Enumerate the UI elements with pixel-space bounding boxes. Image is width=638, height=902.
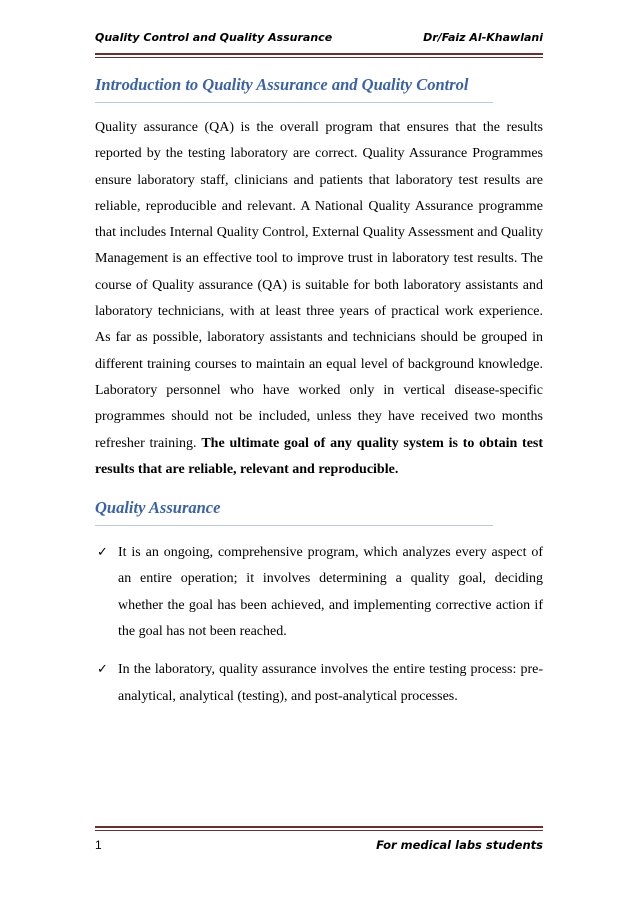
header-rule-thin: [95, 57, 543, 58]
footer-rule-thin: [95, 830, 543, 831]
list-item-text: In the laboratory, quality assurance involves the entire testing process: pre-analytical, analytical (testing), and post-analytical processes.: [118, 662, 543, 704]
footer-rule-thick: [95, 826, 543, 828]
list-item-text: It is an ongoing, comprehensive program, which analyzes every aspect of an entire operation; it involves determining a quality goal, deciding whether the goal has been achieved, and implementing corrective action if the goal has not been reached.: [118, 545, 543, 640]
bullet-list: [95, 540, 543, 710]
section-title-quality-assurance: Quality Assurance: [95, 497, 493, 526]
list-item: [95, 540, 543, 645]
header-author: Dr/Faiz Al-Khawlani: [423, 31, 543, 44]
checkmark-icon: ✓: [97, 545, 108, 561]
list-item: [95, 657, 543, 710]
intro-body-text: Quality assurance (QA) is the overall program that ensures that the results reported by the testing laboratory are correct. Quality Assurance Programmes ensure laboratory staff, clinicians and patients that laboratory test results are reliable, reproducible and relevant. A National Quality Assurance programme that includes Internal Quality Control, External Quality Assessment and Quality Management is an effective tool to improve trust in laboratory test results. The course of Quality assurance (QA) is suitable for both laboratory assistants and laboratory technicians, with at least three years of practical work experience. As far as possible, laboratory assistants and technicians should be grouped in different training courses to maintain an equal level of background knowledge. Laboratory personnel who have worked only in vertical disease-specific programmes should not be included, unless they have received two months refresher training.: [95, 120, 543, 451]
footer-note: For medical labs students: [376, 838, 543, 852]
header-title: Quality Control and Quality Assurance: [95, 31, 333, 44]
checkmark-icon: ✓: [97, 662, 108, 678]
page-number: 1: [95, 838, 102, 852]
page-header: [95, 28, 543, 44]
page-content: [95, 74, 543, 722]
section-title-introduction: Introduction to Quality Assurance and Quality Control: [95, 74, 493, 103]
header-rule-thick: [95, 53, 543, 55]
intro-paragraph: [95, 115, 543, 483]
intro-bold-text: The ultimate goal of any quality system is to obtain test results that are reliable, relevant and reproducible.: [95, 435, 544, 477]
